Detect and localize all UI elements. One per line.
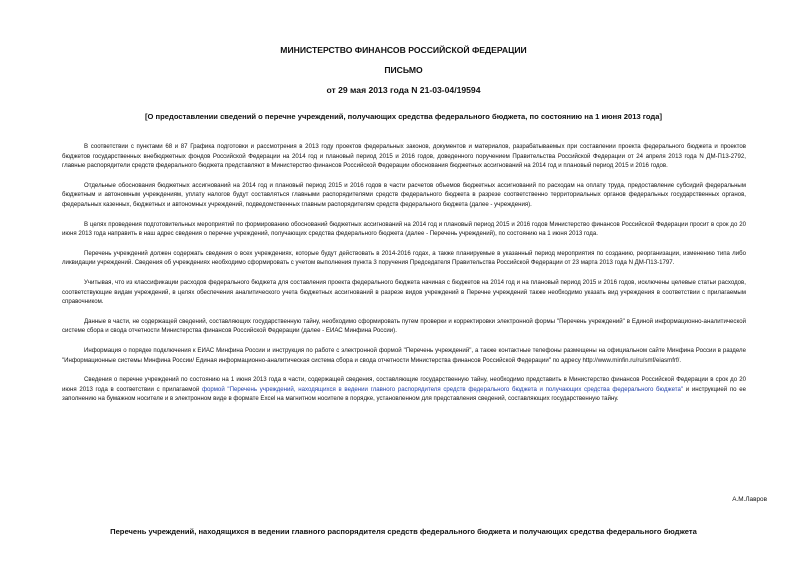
body-paragraph: Учитывая, что из классификации расходов федерального бюджета для составления проекта федерального бюджета начиная с бюджетов на 2014 год и на плановый период 2015 и 2016 годов, исключены целевые статьи расходов, соответствующие видам учреждений, в целях обеспечения аналитического учета бюджетных ассигнований в разрезе видов учреждений в Перечне учреждений также необходимо указать вид учреждения в соответствии с прилагаемым справочником. (62, 278, 746, 306)
ministry-header: МИНИСТЕРСТВО ФИНАНСОВ РОССИЙСКОЙ ФЕДЕРАЦИИ (280, 45, 527, 55)
signature: А.М.Лавров (732, 496, 767, 503)
letter-body (62, 142, 746, 414)
letter-subject: [О предоставлении сведений о перечне учреждений, получающих средства федерального бюджета, по состоянию на 1 июня 2013 года] (145, 112, 662, 121)
document-date-number: от 29 мая 2013 года N 21-03-04/19594 (326, 85, 481, 95)
body-paragraph: В соответствии с пунктами 68 и 87 Графика подготовки и рассмотрения в 2013 году проектов федеральных законов, документов и материалов, разрабатываемых при составлении проекта федерального бюджета и проектов бюджетов государственных внебюджетных фондов Российской Федерации на 2014 год и плановый период 2015 и 2016 годов, доведенного поручением Правительства Российской Федерации от 24 апреля 2013 года N ДМ-П13-2792, главные распорядители средств федерального бюджета представляют в Министерство финансов Российской Федерации обоснования бюджетных ассигнований на 2014 год и плановый период 2015 и 2016 годов. (62, 143, 746, 170)
last-paragraph-text-after: и инструкцией по ее заполнению на бумажном носителе и в электронном виде в формате Excel на магнитном носителе в порядке, установленном для представления сведений, составляющих государственную тайну. (62, 385, 746, 403)
body-paragraph: В целях проведения подготовительных мероприятий по формированию обоснований бюджетных ассигнований на 2014 год и плановый период 2015 и 2016 годов Министерство финансов Российской Федерации просит в срок до 20 июня 2013 года направить в наш адрес сведения о перечне учреждений, получающих средства федерального бюджета (далее - Перечень учреждений), по состоянию на 1 июня 2013 года. (62, 220, 746, 238)
body-paragraph: Отдельные обоснования бюджетных ассигнований на 2014 год и плановый период 2015 и 2016 годов в части расчетов объемов бюджетных ассигнований по расходам на оплату труда, предоставление субсидий федеральным бюджетным и автономным учреждениям, уплату налогов будут составляться главными распорядителями средств федерального бюджета в разрезе соответственно территориальных органов федеральных государственных органов, федеральных казенных, бюджетных и автономных учреждений, подведомственных главным распорядителям средств федерального бюджета (далее - учреждения). (62, 181, 746, 208)
form-link[interactable]: формой "Перечень учреждений, находящихся в ведении главного распорядителя средств федерального бюджета и получающих средства федерального бюджета" (201, 385, 684, 393)
body-paragraph-last (62, 375, 746, 404)
last-paragraph-text-before: Сведения о перечне учреждений по состоянию на 1 июня 2013 года в части, содержащей сведения, составляющие государственную тайну, необходимо представить в Министерство финансов Российской Федерации в срок до 20 июня 2013 года в соответствии с прилагаемой (62, 376, 746, 393)
body-paragraph: Перечень учреждений должен содержать сведения о всех учреждениях, которые будут действовать в 2014-2016 годах, а также планируемые в указанный период мероприятия по созданию, реорганизации, изменению типа либо ликвидации учреждений. Сведения об учреждениях необходимо сформировать с учетом выполнения пункта 3 поручения Председателя Правительства Российской Федерации от 23 марта 2013 года N ДМ-П13-1797. (62, 249, 746, 267)
body-paragraph: Данные в части, не содержащей сведений, составляющих государственную тайну, необходимо сформировать путем проверки и корректировки электронной формы "Перечень учреждений" в Единой информационно-аналитической системе сбора и свода отчетности Министерства финансов Российской Федерации (далее - ЕИАС Минфина России). (62, 317, 746, 335)
document-type: ПИСЬМО (384, 65, 423, 75)
appendix-title: Перечень учреждений, находящихся в ведении главного распорядителя средств федерального бюджета и получающих средства федерального бюджета (110, 527, 697, 536)
body-paragraph: Информация о порядке подключения к ЕИАС Минфина России и инструкция по работе с электронной формой "Перечень учреждений", а также контактные телефоны размещены на официальном сайте Минфина России в разделе "Информационные системы Минфина России/ Единая информационно-аналитическая система сбора и свода отчетности Министерства финансов Российской Федерации" по адресу http://www.minfin.ru/ru/smf/eiasmfrf/. (62, 346, 746, 364)
